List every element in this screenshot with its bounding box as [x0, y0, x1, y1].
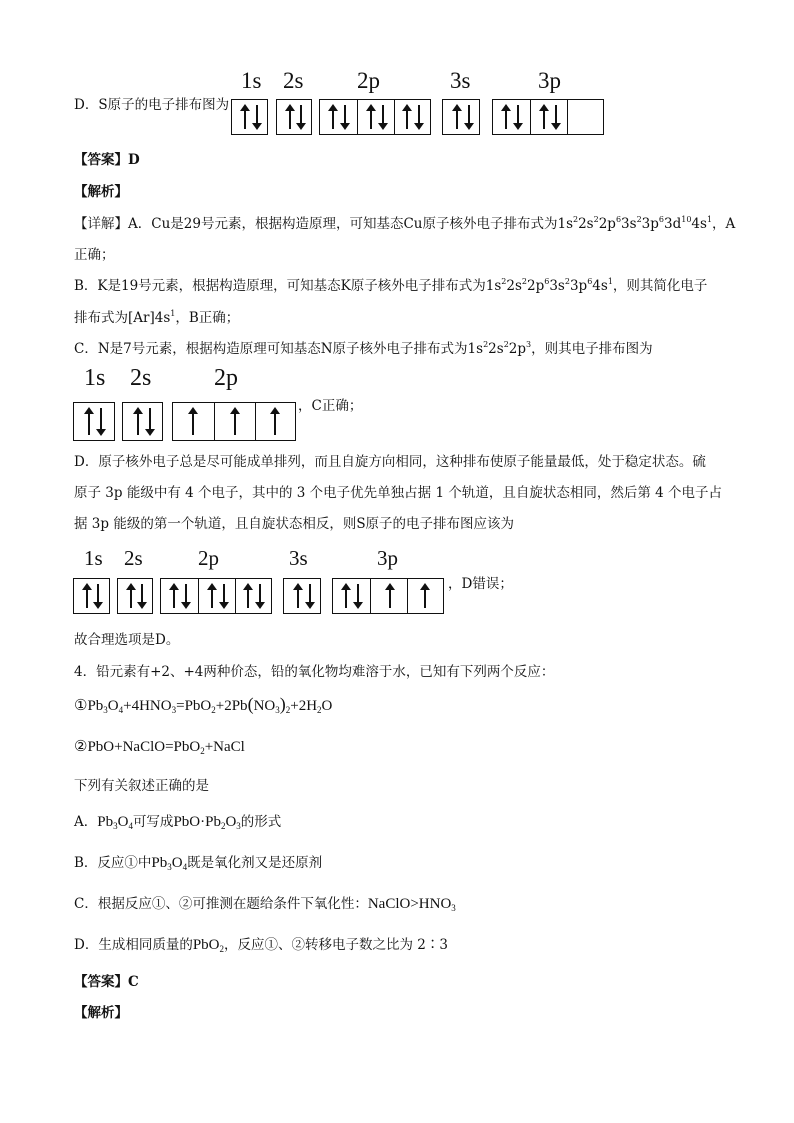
spin-down-arrow-icon: [93, 579, 103, 613]
reaction-1: $①Pb_3O_4+4HNO_3=PbO_2+2Pb(NO_3)_2+2H_2O$: [74, 694, 333, 715]
orbital-label-3s: 3s: [289, 546, 308, 570]
orbital-label-2s: 2s: [283, 68, 304, 93]
option-d: D．生成相同质量的PbO$_2$，反应①、②转移电子数之比为 2∶3: [74, 937, 448, 954]
spin-down-arrow-icon: [219, 579, 229, 613]
spin-down-arrow-icon: [296, 100, 306, 134]
spin-down-arrow-icon: [340, 100, 350, 134]
orbital-box-3p: [332, 578, 444, 614]
orbital-label-1s: 1s: [84, 365, 106, 391]
detail-d-suffix: ，D错误；: [448, 576, 513, 592]
option-d-statement: D．S原子的电子排布图为: [74, 97, 230, 113]
spin-down-arrow-icon: [464, 100, 474, 134]
spin-up-arrow-icon: [341, 579, 351, 613]
spin-down-arrow-icon: [181, 579, 191, 613]
detail-d-line2: 原子 3p 能级中有 4 个电子，其中的 3 个电子优先单独占据 1 个轨道，且自旋状态相同，然后第 4 个电子占: [74, 485, 722, 501]
spin-up-arrow-icon: [169, 579, 179, 613]
detail-d-line1: D．原子核外电子总是尽可能成单排列，而且自旋方向相同，这种排布使原子能量最低，处于稳定状态。硫: [74, 454, 706, 470]
answer-label-2: 【答案】C: [74, 974, 139, 990]
spin-up-arrow-icon: [501, 100, 511, 134]
orbital-label-1s: 1s: [241, 68, 262, 93]
reaction-2: ②PbO+NaClO=PbO$_2$+NaCl: [74, 739, 245, 756]
detail-a-line2: 正确；: [74, 247, 115, 263]
option-a: A．$Pb_3O_4$可写成$PbO\cdot Pb_2O_3$的形式: [74, 814, 282, 831]
orbital-label-3s: 3s: [450, 68, 471, 93]
spin-down-arrow-icon: [305, 579, 315, 613]
spin-up-arrow-icon: [126, 579, 136, 613]
orbital-box-1s: [231, 99, 268, 135]
orbital-box-3p: [492, 99, 604, 135]
spin-down-arrow-icon: [137, 579, 147, 613]
orbital-box-3s: [283, 578, 321, 614]
orbital-label-3p: 3p: [538, 68, 561, 93]
spin-down-arrow-icon: [353, 579, 363, 613]
conclusion-line: 故合理选项是D。: [74, 632, 180, 648]
spin-down-arrow-icon: [255, 579, 265, 613]
detail-c-line1: C．N是7号元素，根据构造原理可知基态N原子核外电子排布式为$1s^22s^22p^3$，则其电子排布图为: [74, 340, 653, 357]
spin-up-arrow-icon: [385, 579, 395, 613]
spin-up-arrow-icon: [402, 100, 412, 134]
spin-up-arrow-icon: [133, 403, 143, 440]
spin-up-arrow-icon: [207, 579, 217, 613]
orbital-box-3s: [442, 99, 480, 135]
orbital-box-2s: [122, 402, 163, 441]
orbital-box-1s: [73, 402, 115, 441]
spin-up-arrow-icon: [328, 100, 338, 134]
orbital-label-2s: 2s: [130, 365, 152, 391]
spin-up-arrow-icon: [539, 100, 549, 134]
spin-up-arrow-icon: [452, 100, 462, 134]
detail-b-line2: 排布式为$[Ar]4s^1$，B正确；: [74, 309, 240, 326]
detail-a-line1: 【详解】A．Cu是29号元素，根据构造原理，可知基态Cu原子核外电子排布式为$1s^22s^22p^63s^23p^63d^{10}4s^1$，A: [74, 215, 736, 232]
spin-up-arrow-icon: [366, 100, 376, 134]
orbital-label-2p: 2p: [357, 68, 380, 93]
detail-c-suffix: ，C正确；: [298, 398, 363, 414]
orbital-box-2s: [276, 99, 312, 135]
option-c: C．根据反应①、②可推测在题给条件下氧化性：$NaClO>HNO_3$: [74, 896, 456, 913]
spin-up-arrow-icon: [285, 100, 295, 134]
detail-d-line3: 据 3p 能级的第一个轨道，且自旋状态相反，则S原子的电子排布图应该为: [74, 516, 515, 532]
spin-up-arrow-icon: [230, 403, 240, 440]
spin-up-arrow-icon: [243, 579, 253, 613]
spin-up-arrow-icon: [188, 403, 198, 440]
detail-b-line1: B．K是19号元素，根据构造原理，可知基态K原子核外电子排布式为$1s^22s^22p^63s^23p^64s^1$，则其简化电子: [74, 277, 708, 294]
orbital-box-2p: [172, 402, 296, 441]
answer-label: 【答案】D: [74, 152, 140, 168]
analysis-label: 【解析】: [74, 184, 128, 200]
spin-up-arrow-icon: [270, 403, 280, 440]
orbital-label-3p: 3p: [377, 546, 398, 570]
orbital-label-1s: 1s: [84, 546, 103, 570]
question-4-title: 4．铅元素有+2、+4两种价态，铅的氧化物均难溶于水，已知有下列两个反应：: [74, 664, 555, 680]
spin-up-arrow-icon: [84, 403, 94, 440]
spin-down-arrow-icon: [513, 100, 523, 134]
spin-down-arrow-icon: [378, 100, 388, 134]
spin-down-arrow-icon: [145, 403, 155, 440]
orbital-label-2p: 2p: [198, 546, 219, 570]
question-stem: 下列有关叙述正确的是: [74, 778, 209, 794]
orbital-box-2p: [319, 99, 431, 135]
orbital-box-1s: [73, 578, 110, 614]
spin-down-arrow-icon: [96, 403, 106, 440]
orbital-label-2s: 2s: [124, 546, 143, 570]
spin-down-arrow-icon: [252, 100, 262, 134]
orbital-label-2p: 2p: [214, 365, 238, 391]
spin-down-arrow-icon: [414, 100, 424, 134]
orbital-box-2s: [117, 578, 153, 614]
spin-down-arrow-icon: [551, 100, 561, 134]
spin-up-arrow-icon: [240, 100, 250, 134]
spin-up-arrow-icon: [420, 579, 430, 613]
orbital-box-2p: [160, 578, 272, 614]
spin-up-arrow-icon: [293, 579, 303, 613]
option-b: B．反应①中$Pb_3O_4$既是氧化剂又是还原剂: [74, 855, 323, 872]
analysis-label-2: 【解析】: [74, 1005, 128, 1021]
spin-up-arrow-icon: [82, 579, 92, 613]
